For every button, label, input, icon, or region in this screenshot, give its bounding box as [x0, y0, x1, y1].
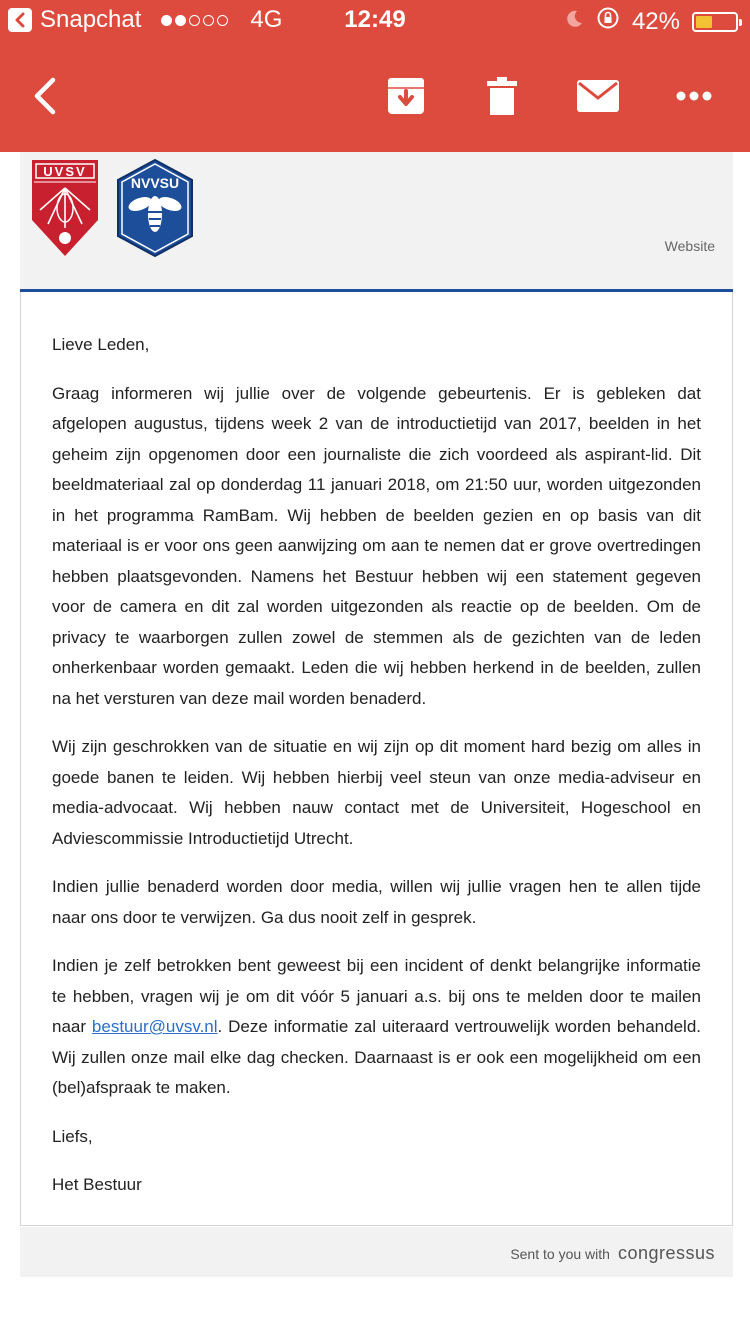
paragraph-4	[52, 951, 701, 1104]
paragraph-1: Graag informeren wij jullie over de volgende gebeurtenis. Er is gebleken dat afgelopen augustus, tijdens week 2 van de introductietijd van 2017, beelden in het geheim zijn opgenomen door een journaliste die zich voordeed als aspirant-lid. Dit beeldmateriaal zal op donderdag 11 januari 2018, om 21:50 uur, worden uitgezonden in het programma RamBam. Wij hebben de beelden gezien en op basis van dit materiaal is er voor ons geen aanwijzing om aan te nemen dat er grove overtredingen hebben plaatsgevonden. Namens het Bestuur hebben wij een statement gegeven voor de camera en dit zal worden uitgezonden als reactie op de beelden. Om de privacy te waarborgen zullen zowel de stemmen als de gezichten van de leden onherkenbaar worden gemaakt. Leden die wij hebben herkend in de beelden, zullen na het versturen van deze mail worden benaderd.	[52, 383, 701, 708]
paragraph-2: Wij zijn geschrokken van de situatie en wij zijn op dit moment hard bezig om alles in goede banen te leiden. Wij hebben hierbij veel steun van onze media-adviseur en media-advocaat. Wij hebben nauw contact met de Universiteit, Hogeschool en Adviescommissie Introductietijd Utrecht.	[52, 737, 701, 848]
congressus-logo[interactable]: congressus	[617, 1242, 715, 1263]
email-content	[20, 152, 733, 1277]
status-time: 12:49	[344, 6, 406, 33]
delete-button[interactable]	[484, 70, 520, 122]
status-right	[564, 6, 738, 37]
moon-icon	[564, 8, 584, 36]
network-type: 4G	[250, 6, 283, 33]
battery-percent: 42%	[631, 7, 680, 35]
email-footer	[20, 1227, 733, 1277]
sent-with	[510, 1243, 715, 1264]
paragraph-3: Indien jullie benaderd worden door media, willen wij jullie vragen hen te allen tijde naar ons door te verwijzen. Ga dus nooit zelf in gesprek.	[52, 877, 701, 927]
paragraph-4-text-a: Indien je zelf betrokken bent geweest bij een incident of denkt belangrijke informatie te hebben, vragen wij je om dit vóór 5 januari a.s. bij ons te melden door te mailen naar	[52, 956, 701, 1036]
paragraph-4-text-b: . Deze informatie zal uiteraard vertrouwelijk worden behandeld. Wij zullen onze mail elke dag checken. Daarnaast is er ook een mogelijkheid om een (bel)afspraak te maken.	[52, 1017, 701, 1097]
signature: Het Bestuur	[52, 1175, 142, 1194]
svg-text:NVVSU: NVVSU	[130, 175, 180, 191]
nvvsu-logo[interactable]	[116, 158, 194, 263]
sent-with-label: Sent to you with	[510, 1245, 610, 1262]
nvvsu-bee-icon	[116, 158, 194, 258]
closing: Liefs,	[52, 1126, 93, 1146]
email-body	[20, 292, 733, 1226]
mark-unread-button[interactable]	[576, 70, 620, 122]
rotation-lock-icon	[596, 6, 620, 37]
svg-text:UVSV: UVSV	[43, 164, 87, 179]
email-header	[20, 152, 733, 292]
back-app-label[interactable]: Snapchat	[40, 6, 142, 33]
battery-icon	[692, 12, 738, 32]
more-icon	[676, 91, 712, 101]
more-button[interactable]	[674, 70, 714, 122]
status-bar	[0, 0, 750, 40]
email-toolbar	[0, 0, 750, 152]
email-link[interactable]: bestuur@uvsv.nl	[91, 1017, 218, 1036]
mail-icon	[577, 80, 619, 112]
back-button[interactable]	[28, 70, 62, 122]
uvsv-logo[interactable]	[30, 158, 100, 263]
website-link[interactable]: Website	[664, 238, 715, 254]
trash-icon	[487, 76, 517, 116]
archive-button[interactable]	[386, 70, 426, 122]
uvsv-crest-icon	[30, 158, 100, 258]
greeting: Lieve Leden,	[52, 335, 150, 354]
archive-icon	[387, 77, 425, 115]
back-chevron-icon	[31, 76, 59, 116]
